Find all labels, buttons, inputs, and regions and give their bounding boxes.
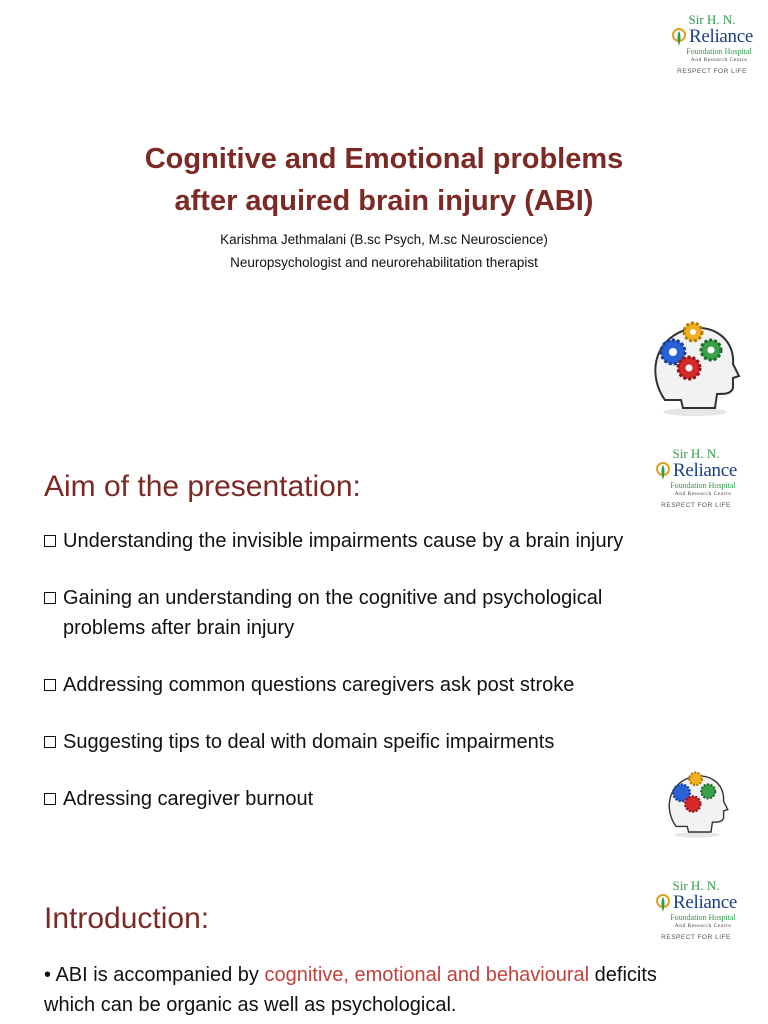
hospital-logo [636, 878, 756, 943]
logo-centre: And Research Centre [690, 57, 748, 63]
head-with-gears-icon [645, 318, 745, 418]
logo-hospital: Foundation Hospital [670, 913, 736, 922]
slide-introduction [0, 862, 768, 1024]
checkbox-bullet-icon [44, 793, 56, 805]
hospital-logo [652, 12, 768, 77]
checkbox-bullet-icon [44, 535, 56, 547]
author-role: Neuropsychologist and neurorehabilitation therapist [230, 255, 538, 270]
logo-hospital: Foundation Hospital [686, 47, 752, 56]
list-item [44, 670, 644, 700]
intro-prefix: • ABI is accompanied by [44, 964, 265, 986]
aim-text: Suggesting tips to deal with domain speific impairments [63, 731, 555, 753]
head-with-gears-icon [662, 768, 732, 840]
flame-logo-icon [671, 27, 687, 47]
logo-sir: Sir H. N. [672, 878, 720, 893]
list-item [44, 526, 644, 556]
logo-name: Reliance [688, 26, 754, 47]
aim-text: Understanding the invisible impairments cause by a brain injury [63, 530, 624, 552]
checkbox-bullet-icon [44, 679, 56, 691]
author-line: Karishma Jethmalani (B.sc Psych, M.sc Neuroscience) [220, 232, 548, 247]
logo-sir: Sir H. N. [672, 446, 720, 461]
aim-text: Adressing caregiver burnout [63, 788, 314, 810]
checkbox-bullet-icon [44, 592, 56, 604]
intro-paragraph [44, 960, 684, 1020]
aim-text: Addressing common questions caregivers ask post stroke [63, 674, 575, 696]
logo-tagline: RESPECT FOR LIFE [677, 68, 747, 75]
logo-name: Reliance [672, 892, 738, 913]
logo-tagline: RESPECT FOR LIFE [661, 934, 731, 941]
logo-name: Reliance [672, 460, 738, 481]
aim-text: Gaining an understanding on the cognitive and psychological problems after brain injury [63, 587, 603, 639]
aims-heading: Aim of the presentation: [44, 470, 361, 503]
presentation-title [84, 138, 684, 222]
slide-aims [0, 432, 768, 850]
logo-centre: And Research Centre [674, 923, 732, 929]
logo-hospital: Foundation Hospital [670, 481, 736, 490]
intro-suffix: deficits which can be organic as well as psychological. [44, 964, 657, 1016]
title-line-1: Cognitive and Emotional problems [144, 143, 624, 175]
logo-tagline: RESPECT FOR LIFE [661, 502, 731, 509]
intro-highlight: cognitive, emotional and behavioural [264, 964, 590, 986]
list-item [44, 784, 644, 814]
introduction-heading: Introduction: [44, 902, 210, 935]
aims-list [44, 526, 644, 841]
checkbox-bullet-icon [44, 736, 56, 748]
logo-sir: Sir H. N. [688, 12, 736, 27]
hospital-logo [636, 446, 756, 511]
slide-title [0, 0, 768, 430]
list-item [44, 583, 644, 643]
logo-centre: And Research Centre [674, 491, 732, 497]
title-line-2: after aquired brain injury (ABI) [174, 185, 594, 217]
list-item [44, 727, 644, 757]
flame-logo-icon [655, 461, 671, 481]
flame-logo-icon [655, 893, 671, 913]
